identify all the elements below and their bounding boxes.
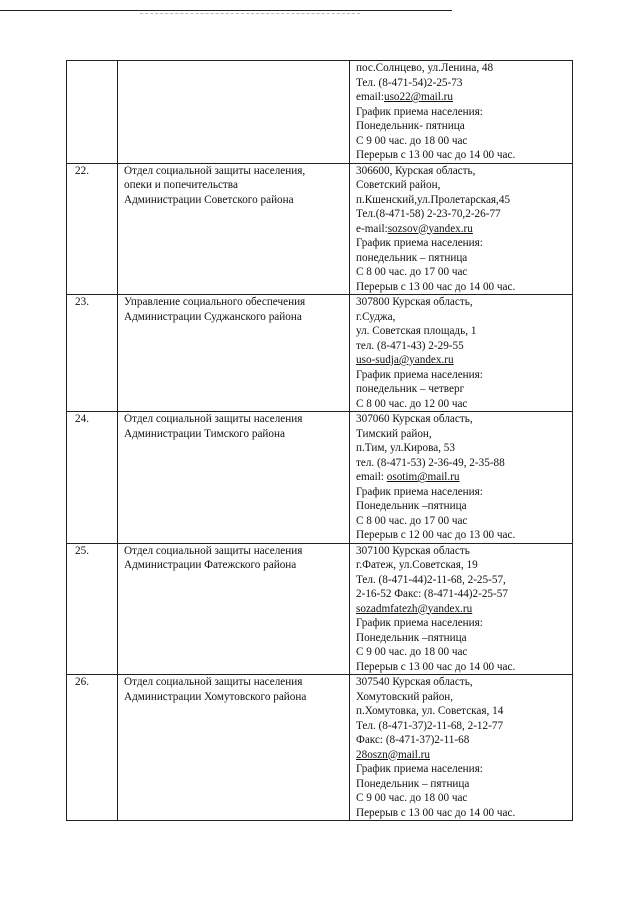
table-row: [67, 412, 573, 544]
email-line: [356, 470, 570, 485]
schedule-line: Понедельник- пятница: [356, 120, 465, 132]
address-line: 307800 Курская область,: [356, 296, 473, 308]
phone-line: Тел. (8-471-54)2-25-73: [356, 76, 463, 89]
address-line: Советский район,: [356, 179, 441, 191]
scan-artifact-line: [140, 13, 360, 14]
schedule-line: понедельник – пятница: [356, 251, 468, 264]
organization-name: [118, 675, 350, 821]
email-line: [356, 90, 570, 105]
organization-name-line: Администрации Суджанского района: [124, 310, 302, 323]
email-line: [356, 748, 570, 763]
schedule-line: Понедельник – пятница: [356, 777, 470, 790]
row-number: 24.: [67, 412, 118, 544]
table-row: [67, 163, 573, 295]
phone-line: Тел. (8-471-37)2-11-68, 2-12-77: [356, 719, 504, 732]
phone-line: Тел. (8-471-44)2-11-68, 2-25-57,: [356, 573, 506, 586]
email-link[interactable]: 28oszn@mail.ru: [356, 748, 430, 761]
address-line: п.Тим, ул.Кирова, 53: [356, 442, 455, 454]
email-link[interactable]: uso22@mail.ru: [383, 91, 454, 103]
address-line: 307060 Курская область,: [356, 413, 473, 425]
address-line: ул. Советская площадь, 1: [356, 325, 477, 337]
address-line: 307540 Курская область,: [356, 676, 473, 688]
organization-name-line: Отдел социальной защиты населения: [124, 676, 303, 688]
email-label: e-mail:: [356, 222, 388, 235]
address-line: пос.Солнцево, ул.Ленина, 48: [356, 62, 494, 74]
schedule-line: Перерыв с 12 00 час до 13 00 час.: [356, 529, 516, 541]
organization-name-line: Управление социального обеспечения: [124, 296, 306, 308]
schedule-line: С 8 00 час. до 17 00 час: [356, 266, 468, 278]
organization-name-line: Отдел социальной защиты населения: [124, 413, 303, 425]
row-number: 23.: [67, 295, 118, 412]
organization-name-line: опеки и попечительства: [124, 179, 238, 191]
schedule-line: Понедельник –пятница: [356, 631, 467, 644]
schedule-line: С 9 00 час. до 18 00 час: [356, 134, 468, 147]
phone-line: Факс: (8-471-37)2-11-68: [356, 734, 470, 746]
phone-line: 2-16-52 Факс: (8-471-44)2-25-57: [356, 588, 508, 600]
email-link[interactable]: uso-sudja@yandex.ru: [356, 354, 454, 366]
contact-info: [350, 675, 573, 821]
table-body: [67, 61, 573, 821]
schedule-line: Понедельник –пятница: [356, 500, 467, 512]
phone-line: тел. (8-471-43) 2-29-55: [356, 339, 464, 352]
contact-info: [350, 412, 573, 544]
table-row: [67, 675, 573, 821]
schedule-line: Перерыв с 13 00 час до 14 00 час.: [356, 806, 516, 819]
schedule-line: Перерыв с 13 00 час до 14 00 час.: [356, 149, 516, 161]
organization-name: [118, 543, 350, 675]
schedule-line: понедельник – четверг: [356, 383, 465, 395]
address-line: п.Хомутовка, ул. Советская, 14: [356, 705, 504, 717]
email-link[interactable]: osotim@mail.ru: [386, 471, 460, 483]
address-line: 306600, Курская область,: [356, 164, 476, 177]
email-line: [356, 222, 570, 237]
organization-name-line: Администрации Фатежского района: [124, 559, 297, 571]
address-line: Тимский район,: [356, 427, 432, 440]
schedule-title: График приема населения:: [356, 485, 483, 498]
email-label: email:: [356, 471, 387, 483]
schedule-title: График приема населения:: [356, 763, 483, 775]
schedule-line: С 8 00 час. до 12 00 час: [356, 397, 468, 410]
schedule-line: С 8 00 час. до 17 00 час: [356, 514, 468, 527]
address-line: Хомутовский район,: [356, 690, 454, 703]
schedule-title: График приема населения:: [356, 237, 483, 249]
address-line: п.Кшенский,ул.Пролетарская,45: [356, 193, 511, 206]
row-number: 22.: [67, 163, 118, 295]
schedule-title: График приема населения:: [356, 368, 483, 381]
contact-info: [350, 295, 573, 412]
organization-name-line: Администрации Советского района: [124, 193, 294, 206]
phone-line: тел. (8-471-53) 2-36-49, 2-35-88: [356, 456, 505, 469]
email-label: email:: [356, 91, 384, 103]
address-line: 307100 Курская область: [356, 544, 470, 557]
contact-info: [350, 61, 573, 164]
row-number: 25.: [67, 543, 118, 675]
address-line: г.Фатеж, ул.Советская, 19: [356, 559, 478, 571]
row-number: 26.: [67, 675, 118, 821]
organization-name-line: Администрации Хомутовского района: [124, 690, 307, 703]
social-protection-offices-table: [66, 60, 573, 821]
phone-line: Тел.(8-471-58) 2-23-70,2-26-77: [356, 208, 501, 220]
organization-name-line: Администрации Тимского района: [124, 427, 285, 440]
email-link[interactable]: sozadmfatezh@yandex.ru: [356, 602, 473, 615]
organization-name: [118, 163, 350, 295]
contact-info: [350, 543, 573, 675]
row-number: [67, 61, 118, 164]
schedule-line: С 9 00 час. до 18 00 час: [356, 792, 468, 804]
schedule-title: График приема населения:: [356, 105, 483, 118]
table-row: [67, 295, 573, 412]
organization-name-line: Отдел социальной защиты населения: [124, 544, 303, 557]
schedule-line: С 9 00 час. до 18 00 час: [356, 646, 468, 658]
contact-info: [350, 163, 573, 295]
address-line: г.Суджа,: [356, 310, 396, 323]
organization-name: [118, 61, 350, 164]
organization-name: [118, 412, 350, 544]
email-line: [356, 602, 570, 617]
email-link[interactable]: sozsov@yandex.ru: [387, 222, 473, 235]
schedule-line: Перерыв с 13 00 час до 14 00 час.: [356, 280, 516, 293]
table-row: [67, 61, 573, 164]
email-line: [356, 353, 570, 368]
schedule-line: Перерыв с 13 00 час до 14 00 час.: [356, 660, 516, 673]
table-row: [67, 543, 573, 675]
organization-name-line: Отдел социальной защиты населения,: [124, 164, 306, 177]
top-rule: [0, 10, 452, 11]
organization-name: [118, 295, 350, 412]
schedule-title: График приема населения:: [356, 617, 483, 629]
